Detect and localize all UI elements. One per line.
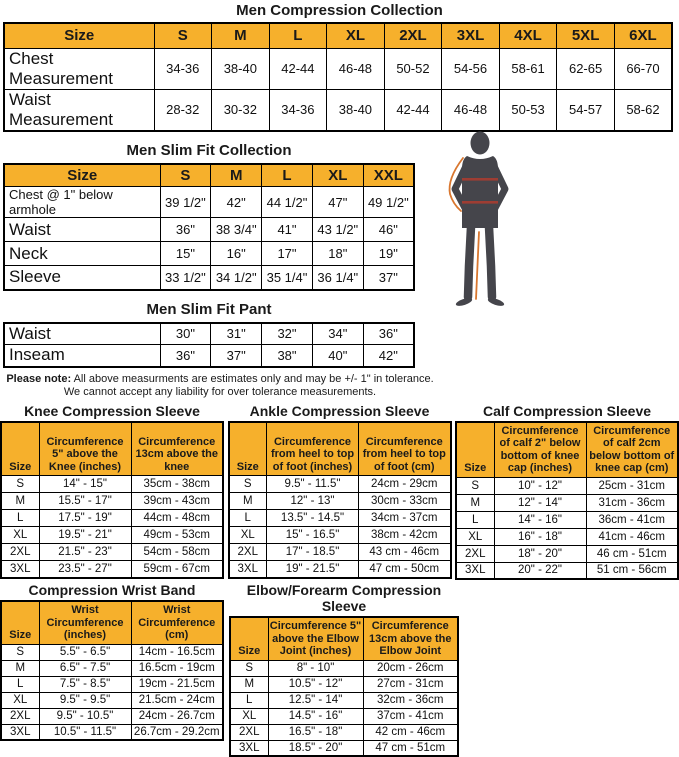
value-cell: 36" (363, 323, 414, 345)
value-cell: 34-36 (269, 89, 327, 131)
value-cell: 62-65 (557, 48, 615, 89)
inches-value-cell: 10" - 12" (494, 477, 586, 494)
size-header-cell: 3XL (442, 23, 500, 48)
sleeve-size-row (1, 644, 223, 660)
measurement-row (4, 218, 414, 242)
note-lead: Please note: (6, 372, 72, 385)
figure-torso (462, 156, 498, 228)
cm-value-cell: 20cm - 26cm (363, 660, 458, 676)
sleeve-size-row (229, 544, 451, 561)
cm-value-cell: 38cm - 42cm (359, 527, 451, 544)
man-silhouette-figure (442, 131, 518, 315)
size-cell: L (456, 511, 494, 528)
size-cell: S (1, 476, 39, 493)
inches-column-header: Circumference from heel to top of foot (inches) (267, 422, 359, 476)
size-cell: 3XL (230, 740, 268, 756)
size-header-cell: 4XL (499, 23, 557, 48)
figure-right-leg (489, 227, 492, 297)
inches-value-cell: 10.5" - 11.5" (39, 724, 131, 740)
value-cell: 15" (160, 242, 211, 266)
cm-value-cell: 31cm - 36cm (586, 494, 678, 511)
inches-value-cell: 14.5" - 16" (268, 708, 363, 724)
value-cell: 36" (160, 345, 211, 367)
inches-column-header: Circumference 5" above the Knee (inches) (39, 422, 131, 476)
cm-value-cell: 41cm - 46cm (586, 528, 678, 545)
inches-value-cell: 9.5" - 10.5" (39, 708, 131, 724)
size-cell: S (1, 644, 39, 660)
inches-value-cell: 18" - 20" (494, 545, 586, 562)
cm-value-cell: 30cm - 33cm (359, 493, 451, 510)
cm-value-cell: 54cm - 58cm (131, 544, 223, 561)
inches-value-cell: 20" - 22" (494, 562, 586, 579)
sleeve-table-block (455, 403, 679, 581)
size-header-cell: XL (327, 23, 385, 48)
size-cell: 3XL (1, 561, 39, 578)
sleeve-table (229, 616, 459, 757)
cm-value-cell: 34cm - 37cm (359, 510, 451, 527)
cm-value-cell: 14cm - 16.5cm (131, 644, 223, 660)
measurement-row (4, 48, 672, 89)
cm-value-cell: 37cm - 41cm (363, 708, 458, 724)
size-cell: XL (230, 708, 268, 724)
inches-value-cell: 15" - 16.5" (267, 527, 359, 544)
cm-column-header: Circumference 13cm above the Elbow Joint (363, 617, 458, 660)
row-label: Chest Measurement (4, 48, 154, 89)
inches-value-cell: 19" - 21.5" (267, 561, 359, 578)
row-label: Chest @ 1" below armhole (4, 187, 160, 218)
sleeve-table-title: Knee Compression Sleeve (24, 402, 200, 419)
value-cell: 66-70 (614, 48, 672, 89)
size-header-cell: L (262, 164, 313, 187)
sleeve-size-row (456, 528, 678, 545)
size-cell: 2XL (230, 724, 268, 740)
sleeve-size-row (456, 545, 678, 562)
row-label: Sleeve (4, 266, 160, 290)
cm-value-cell: 24cm - 29cm (359, 476, 451, 493)
inches-value-cell: 12" - 14" (494, 494, 586, 511)
sleeve-size-row (229, 527, 451, 544)
sleeve-header-row (230, 617, 458, 660)
cm-column-header: Circumference 13cm above the knee (131, 422, 223, 476)
size-header-row (4, 23, 672, 48)
inches-value-cell: 23.5" - 27" (39, 561, 131, 578)
size-header-cell: 6XL (614, 23, 672, 48)
men-compression-collection-table (3, 22, 673, 132)
sleeve-size-row (229, 493, 451, 510)
value-cell: 40" (312, 345, 363, 367)
size-cell: M (456, 494, 494, 511)
value-cell: 54-56 (442, 48, 500, 89)
sleeve-size-row (1, 476, 223, 493)
inches-value-cell: 14" - 16" (494, 511, 586, 528)
cm-value-cell: 32cm - 36cm (363, 692, 458, 708)
value-cell: 50-52 (384, 48, 442, 89)
sleeve-table (0, 421, 224, 579)
size-column-header: Size (230, 617, 268, 660)
row-label: Waist (4, 218, 160, 242)
size-header-cell: Size (4, 23, 154, 48)
sleeve-size-row (230, 692, 458, 708)
sleeve-size-row (230, 740, 458, 756)
cm-value-cell: 47 cm - 50cm (359, 561, 451, 578)
value-cell: 58-62 (614, 89, 672, 131)
size-cell: XL (229, 527, 267, 544)
sleeve-size-row (456, 494, 678, 511)
size-cell: S (230, 660, 268, 676)
size-header-cell: L (269, 23, 327, 48)
size-header-cell: M (212, 23, 270, 48)
sleeve-table (0, 600, 224, 741)
size-cell: XL (1, 692, 39, 708)
value-cell: 37" (363, 266, 414, 290)
size-column-header: Size (1, 601, 39, 644)
sleeve-table-block (228, 403, 452, 581)
value-cell: 36 1/4" (312, 266, 363, 290)
cm-column-header: Circumference from heel to top of foot (cm) (359, 422, 451, 476)
sleeve-size-row (230, 660, 458, 676)
value-cell: 42" (363, 345, 414, 367)
value-cell: 41" (262, 218, 313, 242)
size-cell: M (230, 676, 268, 692)
value-cell: 38-40 (212, 48, 270, 89)
value-cell: 33 1/2" (160, 266, 211, 290)
size-cell: L (1, 676, 39, 692)
size-column-header: Size (456, 422, 494, 478)
inches-value-cell: 12.5" - 14" (268, 692, 363, 708)
size-header-cell: XXL (363, 164, 414, 187)
inches-value-cell: 9.5" - 9.5" (39, 692, 131, 708)
men-slim-fit-pant-title: Men Slim Fit Pant (146, 300, 272, 318)
size-cell: 2XL (456, 545, 494, 562)
cm-column-header: Circumference of calf 2cm below bottom of knee cap (cm) (586, 422, 678, 478)
value-cell: 42-44 (269, 48, 327, 89)
sleeve-tables-top-row (0, 403, 679, 581)
sleeve-size-row (230, 724, 458, 740)
value-cell: 50-53 (499, 89, 557, 131)
sleeve-size-row (229, 510, 451, 527)
sleeve-size-row (1, 660, 223, 676)
sleeve-size-row (230, 676, 458, 692)
value-cell: 38" (262, 345, 313, 367)
sleeve-header-row (456, 422, 678, 478)
value-cell: 35 1/4" (262, 266, 313, 290)
waist-measure-line (462, 201, 498, 204)
cm-value-cell: 24cm - 26.7cm (131, 708, 223, 724)
men-slim-fit-collection-table (3, 163, 415, 291)
size-header-cell: Size (4, 164, 160, 187)
inches-column-header: Circumference 5" above the Elbow Joint (inches) (268, 617, 363, 660)
measurement-row (4, 266, 414, 290)
inches-column-header: Circumference of calf 2" below bottom of knee cap (inches) (494, 422, 586, 478)
sleeve-size-row (1, 676, 223, 692)
value-cell: 17" (262, 242, 313, 266)
value-cell: 46-48 (442, 89, 500, 131)
inches-value-cell: 16.5" - 18" (268, 724, 363, 740)
cm-value-cell: 44cm - 48cm (131, 510, 223, 527)
size-cell: 2XL (229, 544, 267, 561)
size-cell: S (456, 477, 494, 494)
cm-value-cell: 59cm - 67cm (131, 561, 223, 578)
sleeve-size-row (1, 708, 223, 724)
size-cell: 3XL (456, 562, 494, 579)
value-cell: 34" (312, 323, 363, 345)
size-cell: L (1, 510, 39, 527)
value-cell: 30" (160, 323, 211, 345)
inches-value-cell: 21.5" - 23" (39, 544, 131, 561)
value-cell: 37" (211, 345, 262, 367)
sleeve-size-row (1, 561, 223, 578)
value-cell: 39 1/2" (160, 187, 211, 218)
value-cell: 30-32 (212, 89, 270, 131)
sleeve-size-row (230, 708, 458, 724)
value-cell: 54-57 (557, 89, 615, 131)
inches-value-cell: 13.5" - 14.5" (267, 510, 359, 527)
sleeve-header-row (229, 422, 451, 476)
measurement-row (4, 89, 672, 131)
sleeve-header-row (1, 601, 223, 644)
inches-value-cell: 6.5" - 7.5" (39, 660, 131, 676)
sleeve-tables-bottom-row (0, 582, 679, 757)
value-cell: 46-48 (327, 48, 385, 89)
size-header-cell: S (160, 164, 211, 187)
sleeve-size-row (229, 561, 451, 578)
inches-value-cell: 14" - 15" (39, 476, 131, 493)
sleeve-table-title: Elbow/Forearm Compression Sleeve (246, 582, 442, 614)
cm-value-cell: 26.7cm - 29.2cm (131, 724, 223, 740)
value-cell: 28-32 (154, 89, 212, 131)
size-column-header: Size (229, 422, 267, 476)
value-cell: 34-36 (154, 48, 212, 89)
cm-value-cell: 35cm - 38cm (131, 476, 223, 493)
measurement-row (4, 323, 414, 345)
size-cell: M (1, 660, 39, 676)
measurement-row (4, 345, 414, 367)
size-cell: 3XL (229, 561, 267, 578)
row-label: Waist (4, 323, 160, 345)
men-slim-fit-collection-title: Men Slim Fit Collection (126, 141, 292, 159)
figure-head (471, 132, 490, 155)
inches-value-cell: 18.5" - 20" (268, 740, 363, 756)
size-header-cell: XL (312, 164, 363, 187)
size-cell: S (229, 476, 267, 493)
value-cell: 42" (211, 187, 262, 218)
value-cell: 32" (262, 323, 313, 345)
sleeve-table-block (0, 403, 224, 581)
sleeve-size-row (1, 527, 223, 544)
inches-value-cell: 17.5" - 19" (39, 510, 131, 527)
value-cell: 16" (211, 242, 262, 266)
sleeve-size-row (1, 510, 223, 527)
sleeve-size-row (456, 477, 678, 494)
value-cell: 49 1/2" (363, 187, 414, 218)
value-cell: 58-61 (499, 48, 557, 89)
cm-value-cell: 25cm - 31cm (586, 477, 678, 494)
sleeve-size-row (456, 511, 678, 528)
measurement-row (4, 187, 414, 218)
inches-value-cell: 17" - 18.5" (267, 544, 359, 561)
value-cell: 18" (312, 242, 363, 266)
inches-value-cell: 8" - 10" (268, 660, 363, 676)
value-cell: 31" (211, 323, 262, 345)
size-cell: 3XL (1, 724, 39, 740)
size-column-header: Size (1, 422, 39, 476)
cm-value-cell: 47 cm - 51cm (363, 740, 458, 756)
sleeve-size-row (1, 544, 223, 561)
inches-value-cell: 15.5" - 17" (39, 493, 131, 510)
sleeve-header-row (1, 422, 223, 476)
figure-left-leg (468, 227, 471, 297)
inches-value-cell: 5.5" - 6.5" (39, 644, 131, 660)
size-header-cell: 5XL (557, 23, 615, 48)
measurement-row (4, 242, 414, 266)
sleeve-table-title: Ankle Compression Sleeve (249, 402, 430, 419)
sleeve-size-row (229, 476, 451, 493)
sleeve-table (455, 421, 679, 581)
men-slim-fit-pant-section (0, 301, 679, 368)
sleeve-table (228, 421, 452, 579)
note-line2: We cannot accept any liability for over tolerance measurements. (63, 385, 377, 398)
cm-value-cell: 36cm - 41cm (586, 511, 678, 528)
cm-value-cell: 42 cm - 46cm (363, 724, 458, 740)
size-cell: 2XL (1, 708, 39, 724)
size-cell: XL (456, 528, 494, 545)
value-cell: 19" (363, 242, 414, 266)
value-cell: 38-40 (327, 89, 385, 131)
size-cell: 2XL (1, 544, 39, 561)
size-cell: M (229, 493, 267, 510)
value-cell: 42-44 (384, 89, 442, 131)
row-label: Neck (4, 242, 160, 266)
value-cell: 38 3/4" (211, 218, 262, 242)
inches-value-cell: 16" - 18" (494, 528, 586, 545)
sleeve-size-row (1, 692, 223, 708)
men-slim-fit-collection-section (0, 142, 679, 291)
note-line1: All above measurments are estimates only and may be +/- 1" in tolerance. (71, 372, 434, 385)
value-cell: 47" (312, 187, 363, 218)
cm-value-cell: 49cm - 53cm (131, 527, 223, 544)
chest-measure-line (462, 178, 498, 181)
inches-value-cell: 7.5" - 8.5" (39, 676, 131, 692)
size-header-cell: M (211, 164, 262, 187)
cm-value-cell: 21.5cm - 24cm (131, 692, 223, 708)
size-header-cell: S (154, 23, 212, 48)
sleeve-table-title: Compression Wrist Band (28, 582, 196, 598)
inseam-measure-line (476, 232, 479, 299)
size-cell: L (229, 510, 267, 527)
cm-value-cell: 39cm - 43cm (131, 493, 223, 510)
row-label: Waist Measurement (4, 89, 154, 131)
tolerance-note (2, 373, 438, 399)
value-cell: 34 1/2" (211, 266, 262, 290)
row-label: Inseam (4, 345, 160, 367)
size-header-row (4, 164, 414, 187)
men-slim-fit-pant-table (3, 322, 415, 368)
sleeve-size-row (456, 562, 678, 579)
cm-value-cell: 19cm - 21.5cm (131, 676, 223, 692)
cm-value-cell: 46 cm - 51cm (586, 545, 678, 562)
sleeve-size-row (1, 493, 223, 510)
cm-value-cell: 43 cm - 46cm (359, 544, 451, 561)
sleeve-table-block (229, 582, 459, 757)
size-cell: L (230, 692, 268, 708)
value-cell: 44 1/2" (262, 187, 313, 218)
value-cell: 36" (160, 218, 211, 242)
cm-value-cell: 16.5cm - 19cm (131, 660, 223, 676)
value-cell: 43 1/2" (312, 218, 363, 242)
value-cell: 46" (363, 218, 414, 242)
size-cell: M (1, 493, 39, 510)
inches-value-cell: 12" - 13" (267, 493, 359, 510)
sleeve-table-block (0, 582, 224, 757)
sleeve-table-title: Calf Compression Sleeve (482, 402, 652, 419)
men-compression-collection-section (0, 0, 679, 132)
cm-value-cell: 51 cm - 56cm (586, 562, 678, 579)
inches-value-cell: 19.5" - 21" (39, 527, 131, 544)
inches-value-cell: 10.5" - 12" (268, 676, 363, 692)
men-compression-collection-title: Men Compression Collection (236, 2, 443, 19)
cm-value-cell: 27cm - 31cm (363, 676, 458, 692)
size-header-cell: 2XL (384, 23, 442, 48)
sleeve-size-row (1, 724, 223, 740)
inches-value-cell: 9.5" - 11.5" (267, 476, 359, 493)
cm-column-header: Wrist Circumference (cm) (131, 601, 223, 644)
size-cell: XL (1, 527, 39, 544)
inches-column-header: Wrist Circumference (inches) (39, 601, 131, 644)
